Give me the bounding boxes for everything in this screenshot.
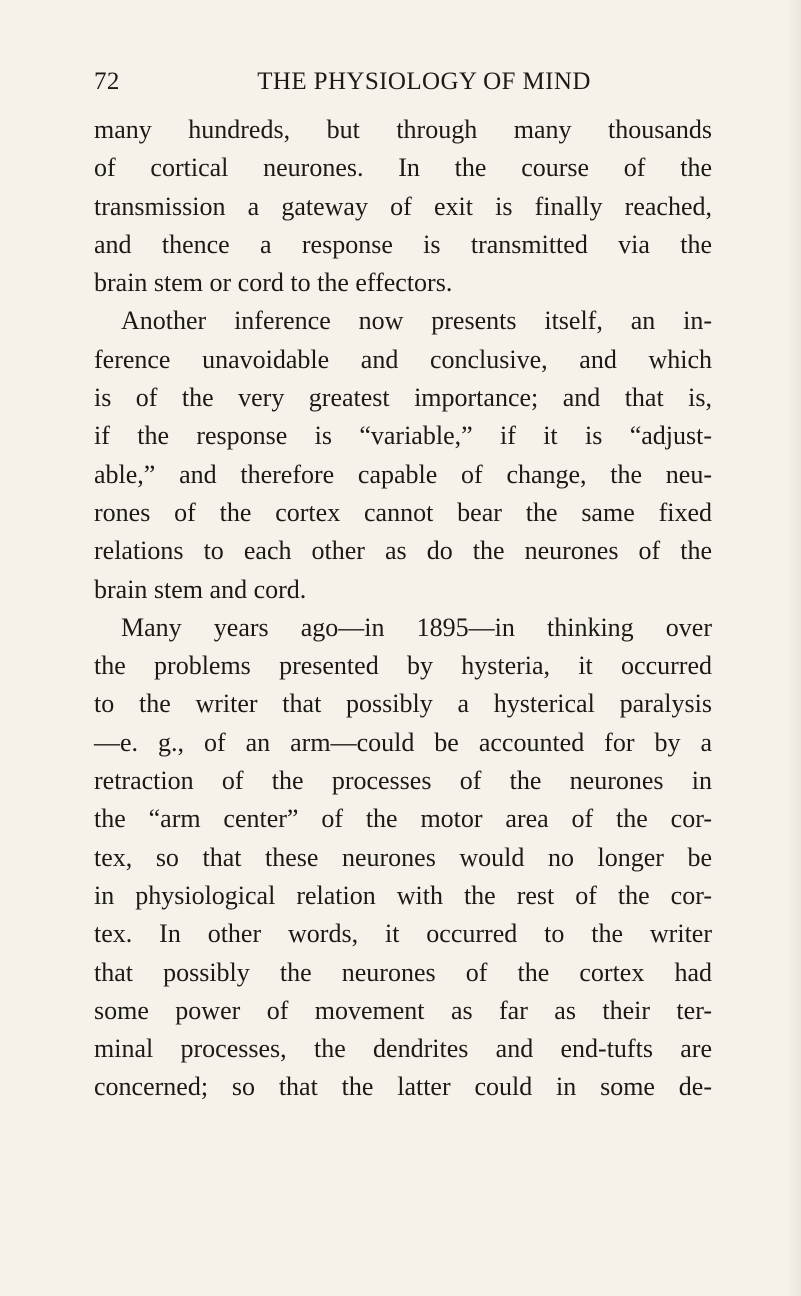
text-line: —e. g., of an arm—could be accounted for by a xyxy=(94,727,712,757)
text-line: of cortical neurones. In the course of the xyxy=(94,153,712,183)
text-line: is of the very greatest importance; and that is, xyxy=(94,383,712,413)
text-line: rones of the cortex cannot bear the same fixed xyxy=(94,497,712,527)
text-line: tex. In other words, it occurred to the writer xyxy=(94,919,712,949)
text-line: the “arm center” of the motor area of the cor- xyxy=(94,804,712,834)
text-line: retraction of the processes of the neurones in xyxy=(94,766,712,796)
text-line: ference unavoidable and conclusive, and which xyxy=(94,344,712,374)
text-line: and thence a response is transmitted via the xyxy=(94,229,712,259)
body-text xyxy=(94,111,712,1107)
text-line: Another inference now presents itself, an in- xyxy=(121,306,712,336)
text-line: transmission a gateway of exit is finally reached, xyxy=(94,191,712,221)
text-line: some power of movement as far as their ter- xyxy=(94,995,712,1025)
text-line: the problems presented by hysteria, it occurred xyxy=(94,651,712,681)
text-line: that possibly the neurones of the cortex had xyxy=(94,957,712,987)
running-title: THE PHYSIOLOGY OF MIND xyxy=(257,68,591,95)
text-line: brain stem and cord. xyxy=(94,574,307,604)
text-line: concerned; so that the latter could in some de- xyxy=(94,1072,712,1102)
text-line: minal processes, the dendrites and end-tufts are xyxy=(94,1034,712,1064)
running-head xyxy=(94,68,714,102)
text-line: if the response is “variable,” if it is “adjust- xyxy=(94,421,712,451)
text-line: in physiological relation with the rest of the cor- xyxy=(94,880,712,910)
page-edge-shadow xyxy=(787,0,801,1296)
page-number: 72 xyxy=(94,68,120,95)
text-line: brain stem or cord to the effectors. xyxy=(94,268,453,298)
text-line: tex, so that these neurones would no longer be xyxy=(94,842,712,872)
text-line: able,” and therefore capable of change, the neu- xyxy=(94,459,712,489)
text-line: many hundreds, but through many thousands xyxy=(94,115,712,144)
text-line: relations to each other as do the neurones of the xyxy=(94,536,712,566)
text-line: Many years ago—in 1895—in thinking over xyxy=(121,612,712,642)
text-line: to the writer that possibly a hysterical paralysis xyxy=(94,689,712,719)
